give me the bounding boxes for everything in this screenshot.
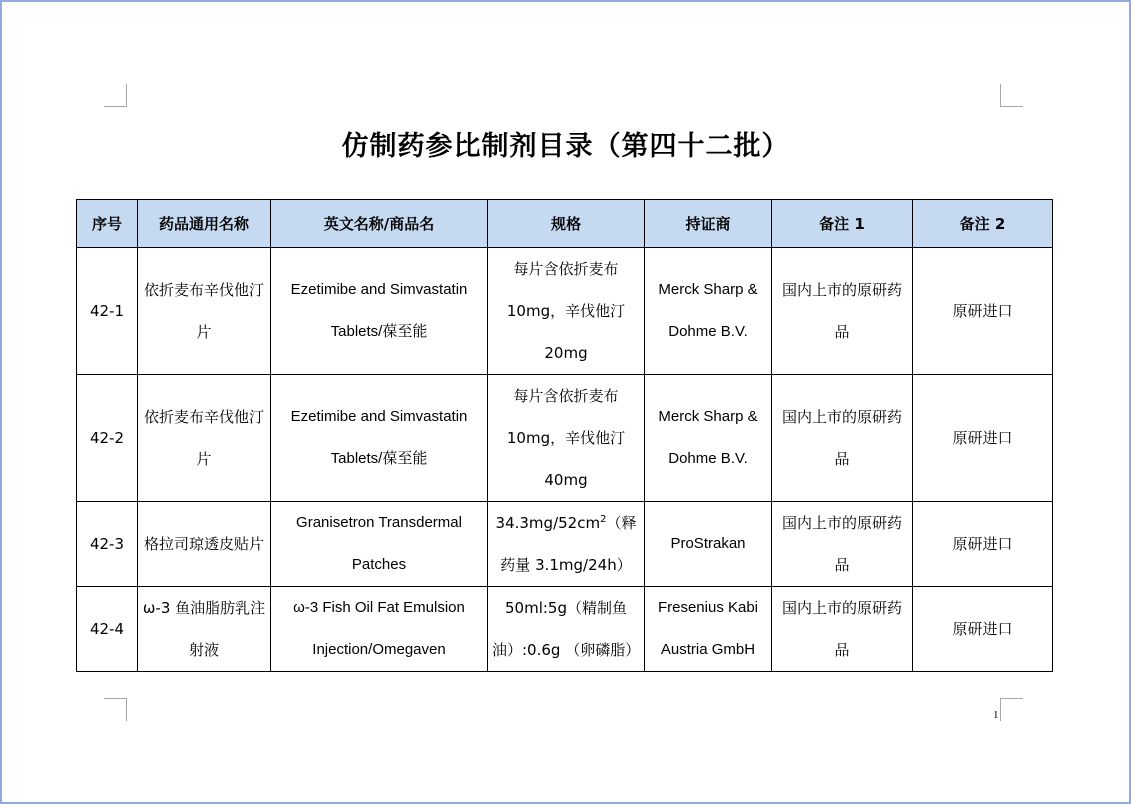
cell-note2: 原研进口: [913, 587, 1053, 672]
table-row: [77, 248, 1053, 375]
table-header-row: [77, 200, 1053, 248]
cell-holder: ProStrakan: [645, 502, 772, 587]
cell-note2: 原研进口: [913, 375, 1053, 502]
header-spec: 规格: [488, 200, 645, 248]
header-generic-name: 药品通用名称: [138, 200, 271, 248]
margin-mark-bottom-right: [1000, 698, 1023, 721]
spec-superscript: 2: [600, 514, 607, 525]
margin-mark-top-left: [104, 84, 127, 107]
cell-spec: 每片含依折麦布10mg，辛伐他汀40mg: [488, 375, 645, 502]
cell-english-name: Ezetimibe and Simvastatin Tablets/葆至能: [271, 248, 488, 375]
cell-generic-name: 依折麦布辛伐他汀片: [138, 248, 271, 375]
header-serial: 序号: [77, 200, 138, 248]
document-title: 仿制药参比制剂目录（第四十二批）: [341, 131, 790, 162]
cell-spec: 50ml:5g（精制鱼油）:0.6g （卵磷脂）: [488, 587, 645, 672]
header-note1: 备注 1: [772, 200, 913, 248]
cell-serial: 42-3: [77, 502, 138, 587]
page-number: 1: [993, 709, 999, 721]
margin-mark-top-right: [1000, 84, 1023, 107]
margin-mark-bottom-left: [104, 698, 127, 721]
cell-english-name: Granisetron Transdermal Patches: [271, 502, 488, 587]
header-holder: 持证商: [645, 200, 772, 248]
spec-main: 34.3mg/52cm: [495, 514, 601, 532]
cell-serial: 42-4: [77, 587, 138, 672]
cell-note1: 国内上市的原研药品: [772, 375, 913, 502]
cell-note2: 原研进口: [913, 502, 1053, 587]
cell-serial: 42-2: [77, 375, 138, 502]
spec-rest: （释药量 3.1mg/24h）: [500, 514, 637, 574]
cell-english-name: ω-3 Fish Oil Fat Emulsion Injection/Omegaven: [271, 587, 488, 672]
cell-note1: 国内上市的原研药品: [772, 248, 913, 375]
cell-holder: Merck Sharp & Dohme B.V.: [645, 248, 772, 375]
table-row: [77, 587, 1053, 672]
cell-holder: Fresenius Kabi Austria GmbH: [645, 587, 772, 672]
cell-spec: 每片含依折麦布10mg，辛伐他汀20mg: [488, 248, 645, 375]
cell-english-name: Ezetimibe and Simvastatin Tablets/葆至能: [271, 375, 488, 502]
cell-note2: 原研进口: [913, 248, 1053, 375]
cell-generic-name: ω-3 鱼油脂肪乳注射液: [138, 587, 271, 672]
cell-spec: [488, 502, 645, 587]
cell-holder: Merck Sharp & Dohme B.V.: [645, 375, 772, 502]
reference-drug-table: [76, 199, 1053, 672]
header-note2: 备注 2: [913, 200, 1053, 248]
table-row: [77, 502, 1053, 587]
cell-note1: 国内上市的原研药品: [772, 502, 913, 587]
cell-generic-name: 格拉司琼透皮贴片: [138, 502, 271, 587]
cell-generic-name: 依折麦布辛伐他汀片: [138, 375, 271, 502]
cell-note1: 国内上市的原研药品: [772, 587, 913, 672]
table-row: [77, 375, 1053, 502]
header-english-name: 英文名称/商品名: [271, 200, 488, 248]
cell-serial: 42-1: [77, 248, 138, 375]
